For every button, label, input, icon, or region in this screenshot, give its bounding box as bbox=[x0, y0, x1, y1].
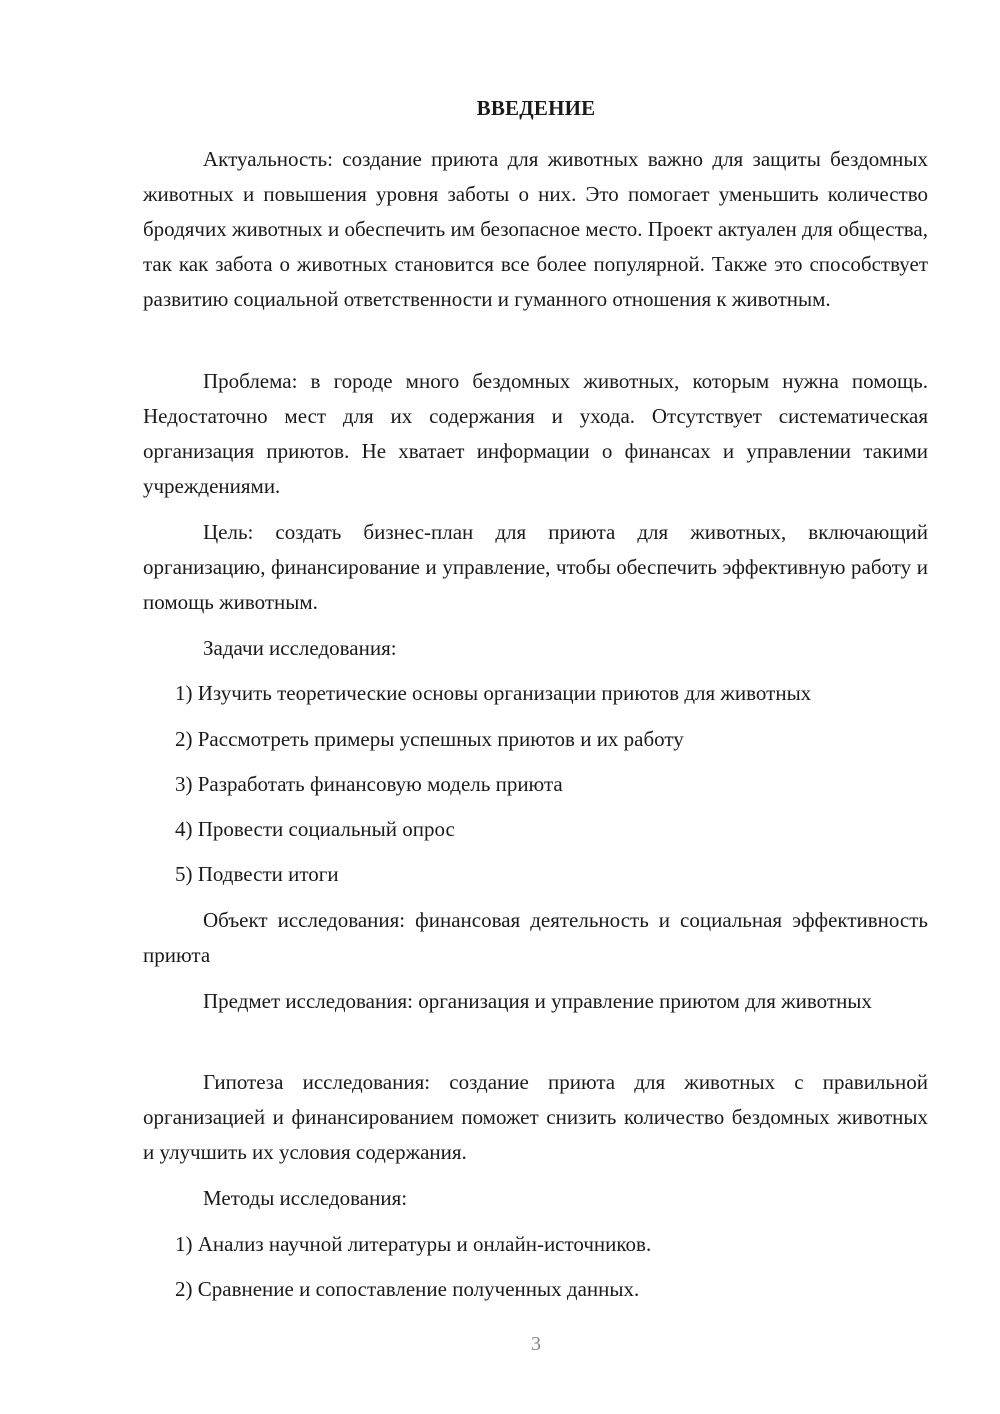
task-list-item: 5) Подвести итоги bbox=[175, 862, 339, 886]
task-list-item: 1) Изучить теоретические основы организации приютов для животных bbox=[175, 681, 812, 705]
relevance-paragraph: Актуальность: создание приюта для животных важно для защиты бездомных животных и повышения уровня заботы о них. Это помогает уменьшить количество бродячих животных и обеспечить им безопасное место. Проект актуален для общества, так как забота о животных становится все более популярной. Также это способствует развитию социальной ответственности и гуманного отношения к животным. bbox=[143, 147, 928, 311]
page-number: 3 bbox=[531, 1333, 541, 1355]
object-paragraph: Объект исследования: финансовая деятельность и социальная эффективность приюта bbox=[143, 908, 928, 967]
problem-paragraph: Проблема: в городе много бездомных животных, которым нужна помощь. Недостаточно мест для их содержания и ухода. Отсутствует систематическая организация приютов. Не хватает информации о финансах и управлении такими учреждениями. bbox=[143, 369, 928, 498]
methods-heading: Методы исследования: bbox=[203, 1186, 408, 1210]
task-list-item: 4) Провести социальный опрос bbox=[175, 817, 455, 841]
task-list-item: 3) Разработать финансовую модель приюта bbox=[175, 772, 563, 796]
method-list-item: 1) Анализ научной литературы и онлайн-источников. bbox=[175, 1232, 652, 1256]
goal-paragraph: Цель: создать бизнес-план для приюта для животных, включающий организацию, финансирование и управление, чтобы обеспечить эффективную работу и помощь животным. bbox=[143, 520, 928, 614]
method-list-item: 2) Сравнение и сопоставление полученных данных. bbox=[175, 1277, 640, 1301]
section-title: ВВЕДЕНИЕ bbox=[476, 96, 596, 120]
task-list-item: 2) Рассмотреть примеры успешных приютов и их работу bbox=[175, 727, 684, 751]
tasks-heading: Задачи исследования: bbox=[203, 636, 397, 660]
subject-paragraph: Предмет исследования: организация и управление приютом для животных bbox=[203, 989, 872, 1013]
hypothesis-paragraph: Гипотеза исследования: создание приюта для животных с правильной организацией и финансированием поможет снизить количество бездомных животных и улучшить их условия содержания. bbox=[143, 1070, 928, 1164]
